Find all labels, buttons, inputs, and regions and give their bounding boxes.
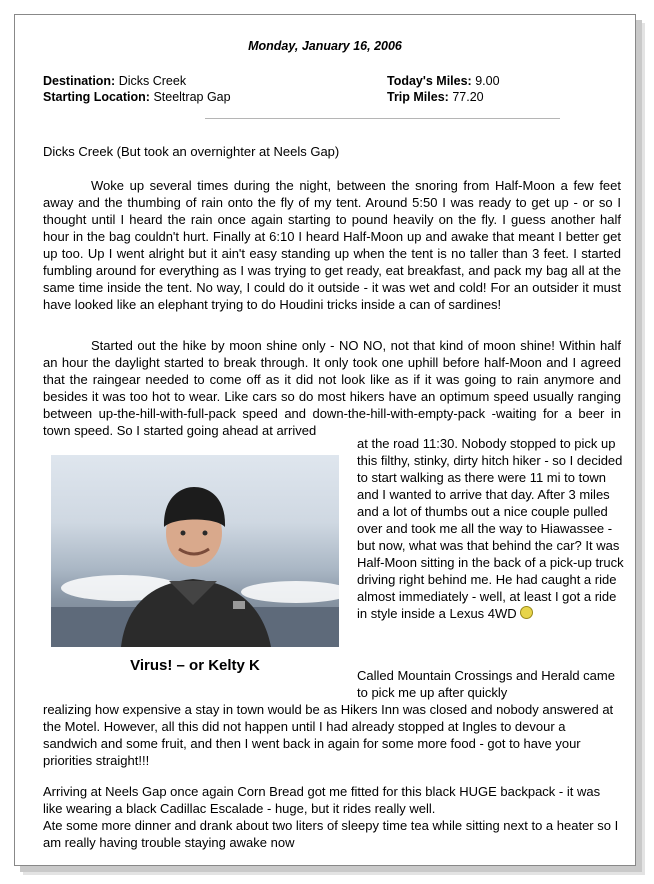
paragraph-morning: Woke up several times during the night, between the snoring from Half-Moon a few feet away and the thumbing of rain onto the fly of my tent. Around 5:50 I was ready to get up - or so I thought until I heard the rain once again starting to pound heavily on the fly. I guess another half hour in the bag couldn't hurt. Finally at 6:10 I heard Half-Moon up and awake that meant I better get up too. Up I went alright but it ain't easy standing up when the tent is no taller than 3 feet. I started fumbling around for everything as I was trying to get ready, eat breakfast, and pack my bag all at the same time inside the tent. No way, I could do it outside - it was wet and cold! For an outsider it must have looked like an elephant trying to do Houdini tricks inside a can of sardines! <box>43 178 621 312</box>
paragraph-pickup-start: Called Mountain Crossings and Herald came to pick me up after quickly <box>357 668 615 700</box>
journal-page <box>15 15 635 865</box>
trip-miles-label: Trip Miles: <box>387 90 449 104</box>
paragraph-hike: Started out the hike by moon shine only - NO NO, not that kind of moon shine! Within half an hour the daylight started to break through. It only took one uphill before half-Moon and I agreed that the raingear needed to come off as it did not look like as if it was going to rain anymore and besides it was too hot to wear. Like cars so do most hikers have an optimum speed usually ranging between up-the-hill-with-full-pack speed and down-the-hill-with-empty-pack -waiting for a beer in town speed. So I started going ahead at arrived <box>43 338 621 438</box>
destination-row <box>43 73 231 89</box>
trip-miles-value: 77.20 <box>452 90 484 104</box>
destination-value: Dicks Creek <box>118 74 187 88</box>
destination-label: Destination: <box>43 74 116 88</box>
trip-miles-row <box>387 89 500 105</box>
entry-heading: Dicks Creek (But took an overnighter at Neels Gap) <box>43 144 340 159</box>
header-divider <box>205 118 560 119</box>
todays-miles-label: Today's Miles: <box>387 74 472 88</box>
hiker-figure <box>51 455 339 647</box>
hiker-photo <box>51 455 339 647</box>
paragraph-neels-gap <box>43 783 621 851</box>
journal-page-frame <box>14 14 636 866</box>
paragraph-town: realizing how expensive a stay in town would be as Hikers Inn was closed and nobody answered at the Motel. However, all this did not happen until I had already stopped at Ingles to devour a sandwich and some fruit, and then I went back in again for some more food - got to have your priorities straight!!! <box>43 702 614 768</box>
smiley-icon <box>520 606 533 619</box>
photo-caption: Virus! – or Kelty K <box>130 657 260 674</box>
hitchhike-text: at the road 11:30. Nobody stopped to pick up this filthy, stinky, dirty hitch hiker - so I decided to start walking as there were 11 mi to town and I wanted to arrive that day. After 3 miles and a lot of thumbs out a nice couple pulled over and took me all the way to Hiawassee - but now, what was that behind the car? It was Half-Moon sitting in the back of a pick-up truck driving right behind me. He had caught a ride almost immediately - well, at least I got a ride in style inside a Lexus 4WD <box>357 436 624 621</box>
neels-gap-backpack-text: Arriving at Neels Gap once again Corn Bread got me fitted for this black HUGE backpack - it was like wearing a black Cadillac Escalade - huge, but it rides really well. <box>43 784 601 816</box>
mileage-info <box>387 73 500 105</box>
paragraph-hitchhike <box>357 435 625 622</box>
neels-gap-dinner-text: Ate some more dinner and drank about two liters of sleepy time tea while sitting next to a heater so I am really having trouble staying awake now <box>43 818 619 850</box>
starting-location-value: Steeltrap Gap <box>153 90 231 104</box>
entry-date: Monday, January 16, 2006 <box>248 39 402 53</box>
starting-location-label: Starting Location: <box>43 90 150 104</box>
todays-miles-row <box>387 73 500 89</box>
starting-location-row <box>43 89 231 105</box>
todays-miles-value: 9.00 <box>475 74 500 88</box>
location-info <box>43 73 231 105</box>
